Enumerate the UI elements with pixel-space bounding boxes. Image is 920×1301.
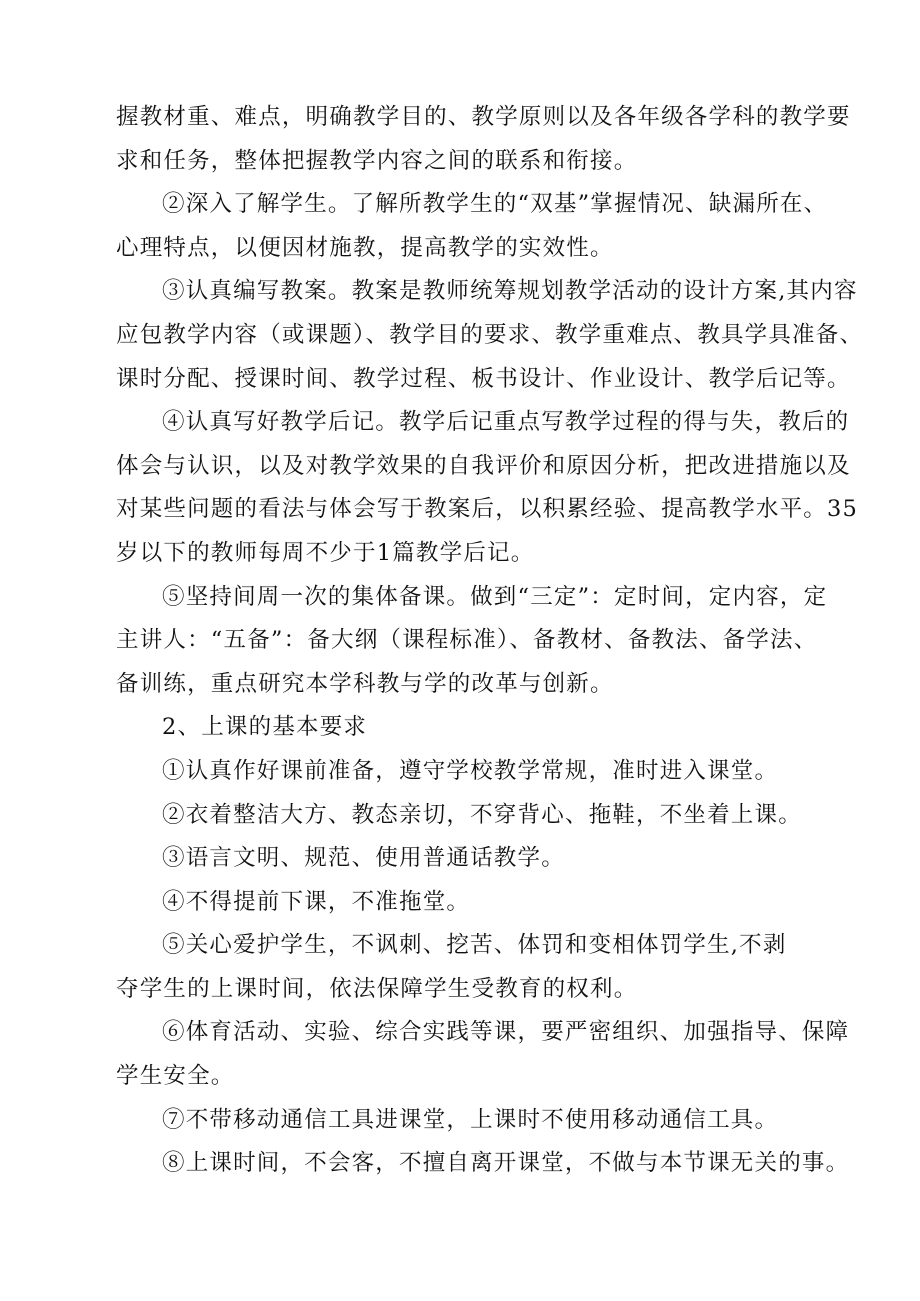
text-line: 握教材重、难点，明确教学目的、教学原则以及各年级各学科的教学要 (116, 104, 851, 130)
text-line: 对某些问题的看法与体会写于教案后，以积累经验、提高教学水平。35 (116, 496, 859, 523)
text-line: 心理特点，以便因材施教，提高教学的实效性。 (116, 234, 614, 261)
document-body (116, 96, 864, 1186)
section-heading: 2、上课的基本要求 (162, 714, 368, 741)
text-line: 夺学生的上课时间，依法保障学生受教育的权利。 (116, 975, 638, 1002)
text-line: 备训练，重点研究本学科教与学的改革与创新。 (116, 670, 614, 697)
text-line: ④认真写好教学后记。教学后记重点写教学过程的得与失，教后的 (162, 409, 850, 436)
text-line: ③认真编写教案。教案是教师统筹规划教学活动的设计方案,其内容 (162, 278, 858, 305)
text-line: ④不得提前下课，不准拖堂。 (162, 888, 471, 915)
text-line: ⑧上课时间，不会客，不擅自离开课堂，不做与本节课无关的事。 (162, 1150, 850, 1177)
text-line: 体会与认识，以及对教学效果的自我评价和原因分析，把改进措施以及 (116, 452, 851, 479)
text-line: 岁以下的教师每周不少于1篇教学后记。 (116, 539, 535, 566)
text-line: ⑤关心爱护学生，不讽刺、挖苦、体罚和变相体罚学生,不剥 (162, 932, 787, 959)
text-line: ⑤坚持间周一次的集体备课。做到“三定”：定时间，定内容，定 (162, 583, 828, 610)
text-line: 求和任务，整体把握教学内容之间的联系和衔接。 (116, 147, 638, 174)
text-line: ①认真作好课前准备，遵守学校教学常规，准时进入课堂。 (162, 757, 779, 784)
text-line: 学生安全。 (116, 1063, 235, 1090)
text-line: 课时分配、授课时间、教学过程、板书设计、作业设计、教学后记等。 (116, 365, 851, 392)
text-line: 应包教学内容（或课题）、教学目的要求、教学重难点、教具学具准备、 (116, 321, 864, 348)
text-line: ③语言文明、规范、使用普通话教学。 (162, 845, 565, 872)
text-line: 主讲人：“五备”：备大纲（课程标准）、备教材、备教法、备学法、 (116, 627, 818, 654)
text-line: ⑥体育活动、实验、综合实践等课，要严密组织、加强指导、保障 (162, 1019, 850, 1046)
text-line: ⑦不带移动通信工具进课堂，上课时不使用移动通信工具。 (162, 1106, 779, 1133)
text-line: ②衣着整洁大方、教态亲切，不穿背心、拖鞋，不坐着上课。 (162, 801, 802, 828)
text-line: ②深入了解学生。了解所教学生的“双基”掌握情况、缺漏所在、 (162, 191, 828, 218)
